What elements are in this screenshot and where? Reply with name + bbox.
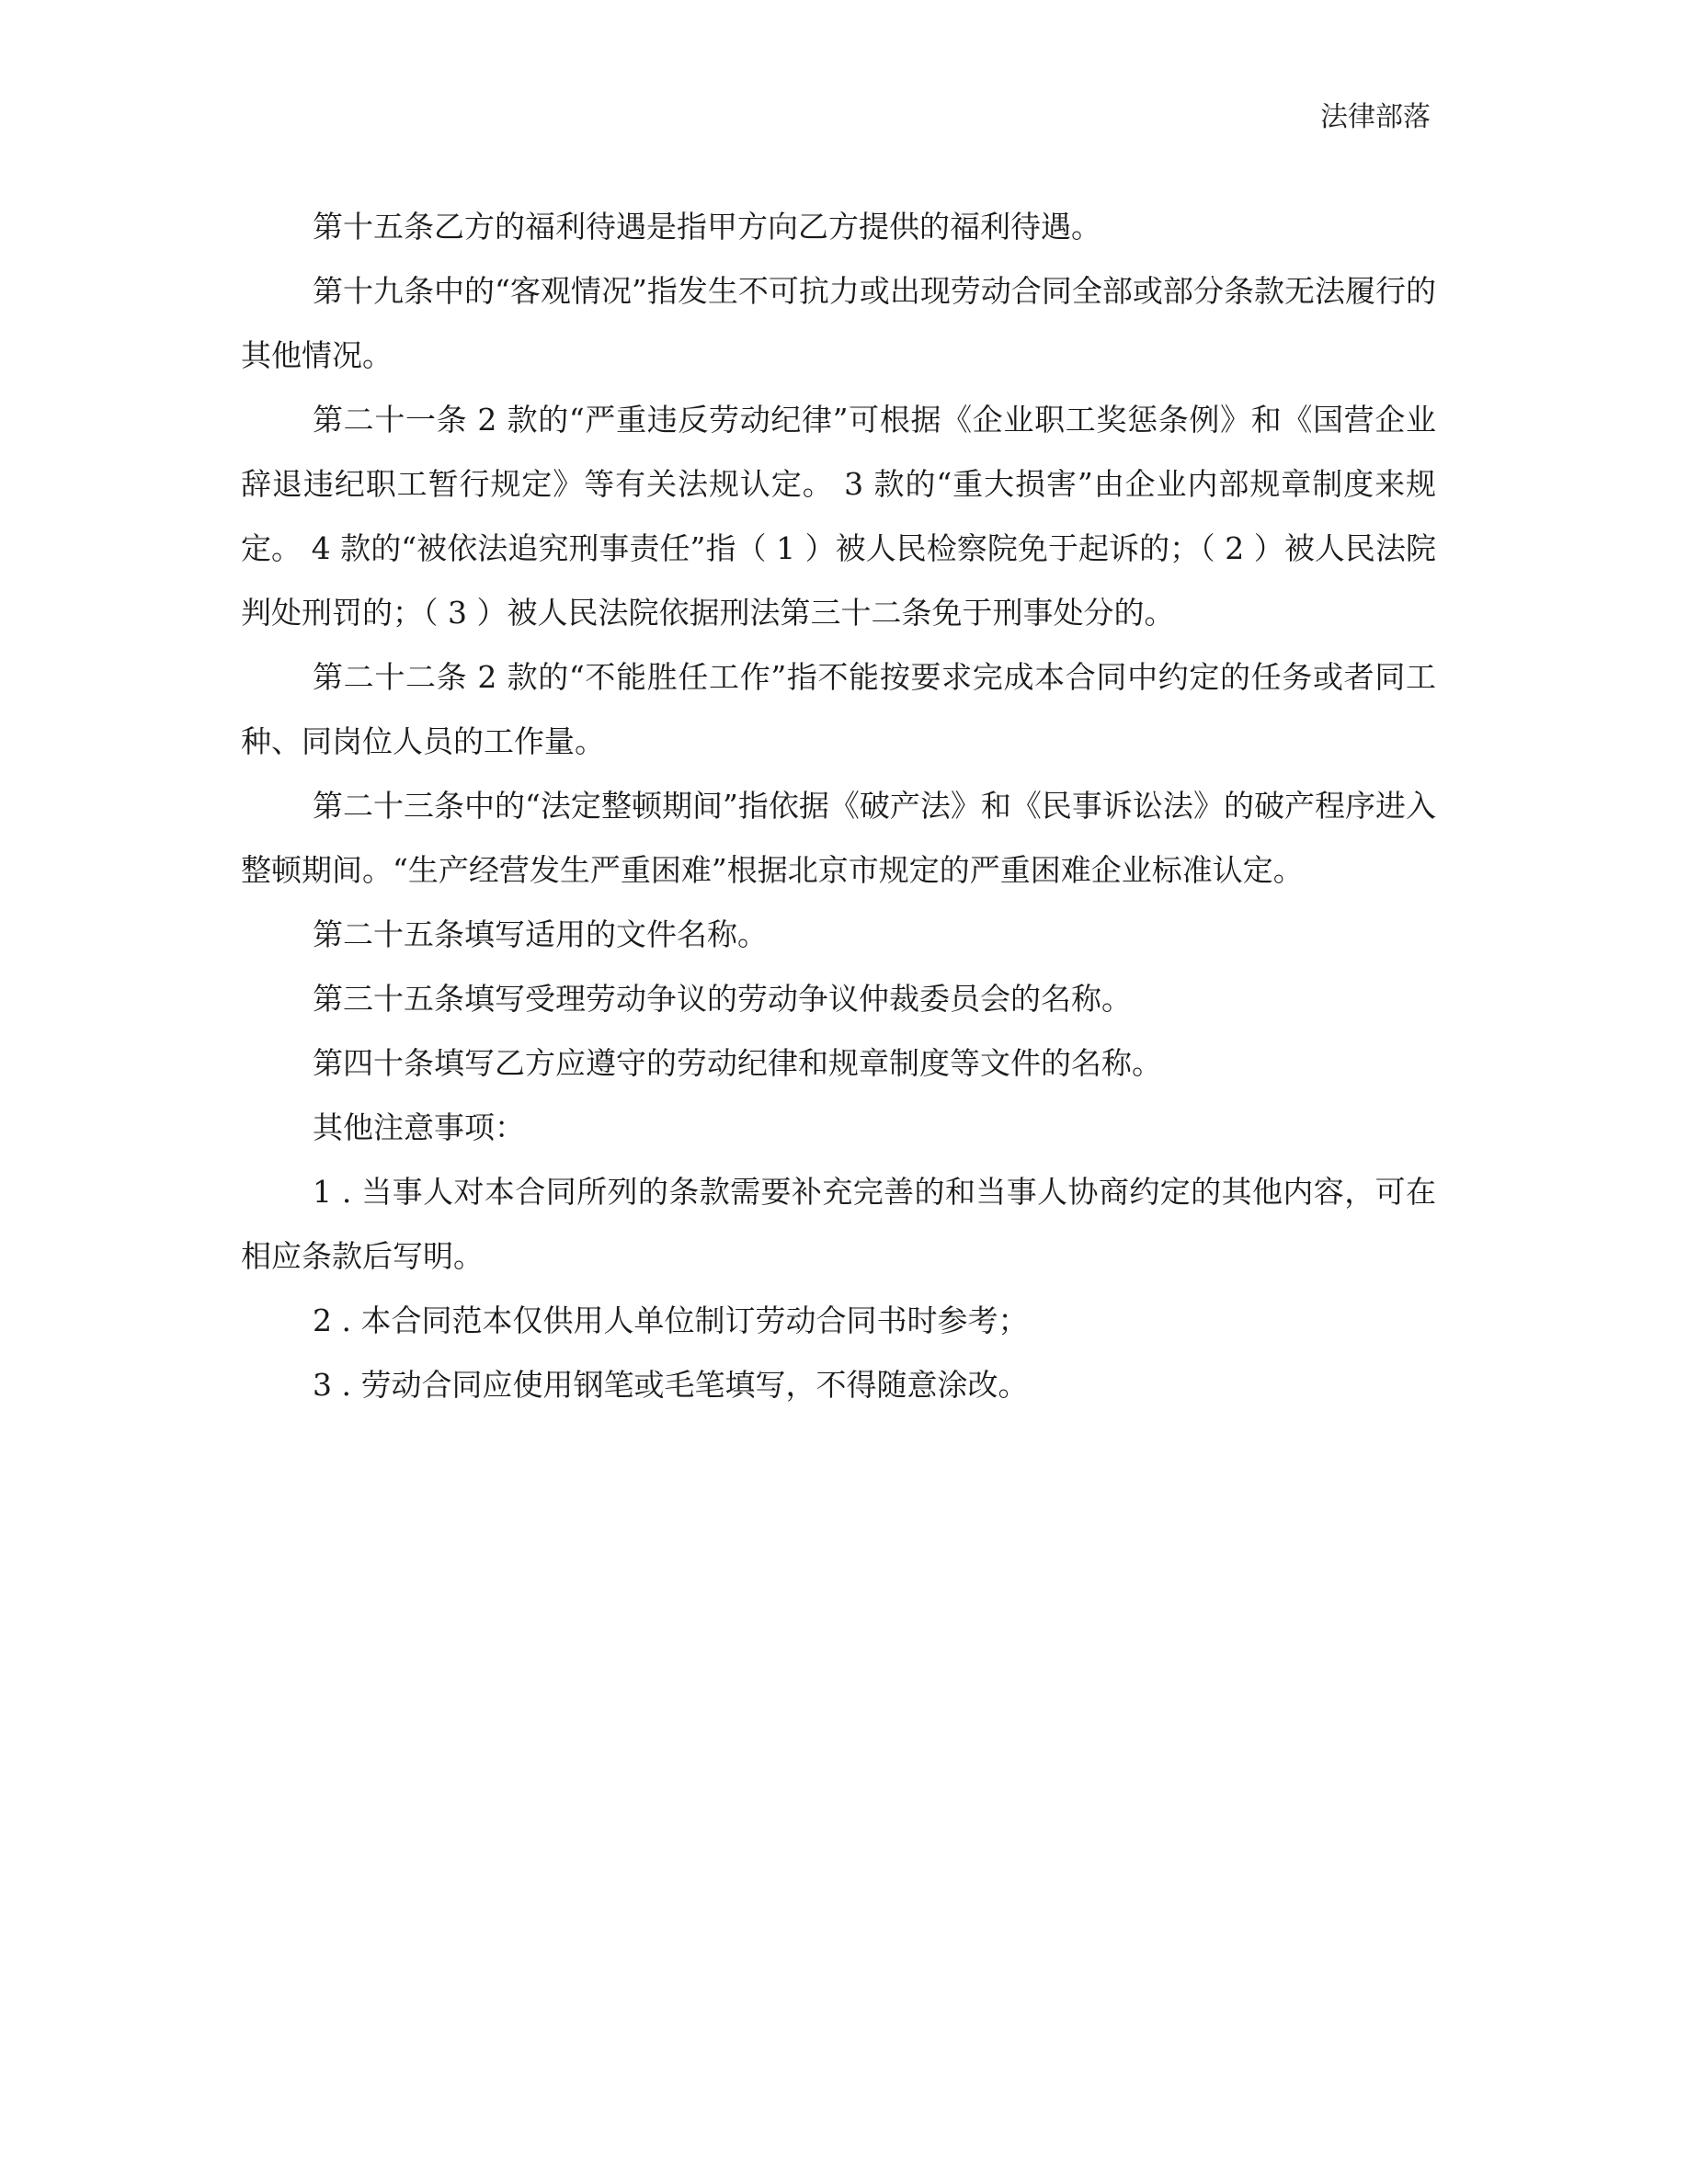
paragraph-article-19: 第十九条中的“客观情况”指发生不可抗力或出现劳动合同全部或部分条款无法履行的其他情况。	[241, 273, 1436, 373]
paragraph-article-15: 第十五条乙方的福利待遇是指甲方向乙方提供的福利待遇。	[313, 209, 1101, 245]
paragraph-article-23: 第二十三条中的“法定整顿期间”指依据《破产法》和《民事诉讼法》的破产程序进入整顿期间。“生产经营发生严重困难”根据北京市规定的严重困难企业标准认定。	[241, 788, 1436, 888]
paragraph-article-21: 第二十一条 2 款的“严重违反劳动纪律”可根据《企业职工奖惩条例》和《国营企业辞退违纪职工暂行规定》等有关法规认定。 3 款的“重大损害”由企业内部规章制度来规定。 4 款的“被依法追究刑事责任”指（ 1 ）被人民检察院免于起诉的；（ 2 ）被人民法院判处刑罚的；（ 3 ）被人民法院依据刑法第三十二条免于刑事处分的。	[241, 402, 1436, 631]
paragraph-article-40: 第四十条填写乙方应遵守的劳动纪律和规章制度等文件的名称。	[313, 1045, 1162, 1081]
paragraph-article-25: 第二十五条填写适用的文件名称。	[313, 916, 768, 952]
document-body	[241, 195, 1436, 1417]
note-item-1: 1 . 当事人对本合同所列的条款需要补充完善的和当事人协商约定的其他内容，可在相应条款后写明。	[241, 1174, 1436, 1274]
paragraph-article-35: 第三十五条填写受理劳动争议的劳动争议仲裁委员会的名称。	[313, 981, 1132, 1017]
page-header-label: 法律部落	[1320, 101, 1431, 133]
note-item-3: 3 . 劳动合同应使用钢笔或毛笔填写，不得随意涂改。	[313, 1367, 1029, 1403]
paragraph-other-notes-heading: 其他注意事项：	[313, 1109, 525, 1145]
note-item-2: 2 . 本合同范本仅供用人单位制订劳动合同书时参考；	[313, 1302, 1029, 1338]
paragraph-article-22: 第二十二条 2 款的“不能胜任工作”指不能按要求完成本合同中约定的任务或者同工种、同岗位人员的工作量。	[241, 659, 1436, 759]
